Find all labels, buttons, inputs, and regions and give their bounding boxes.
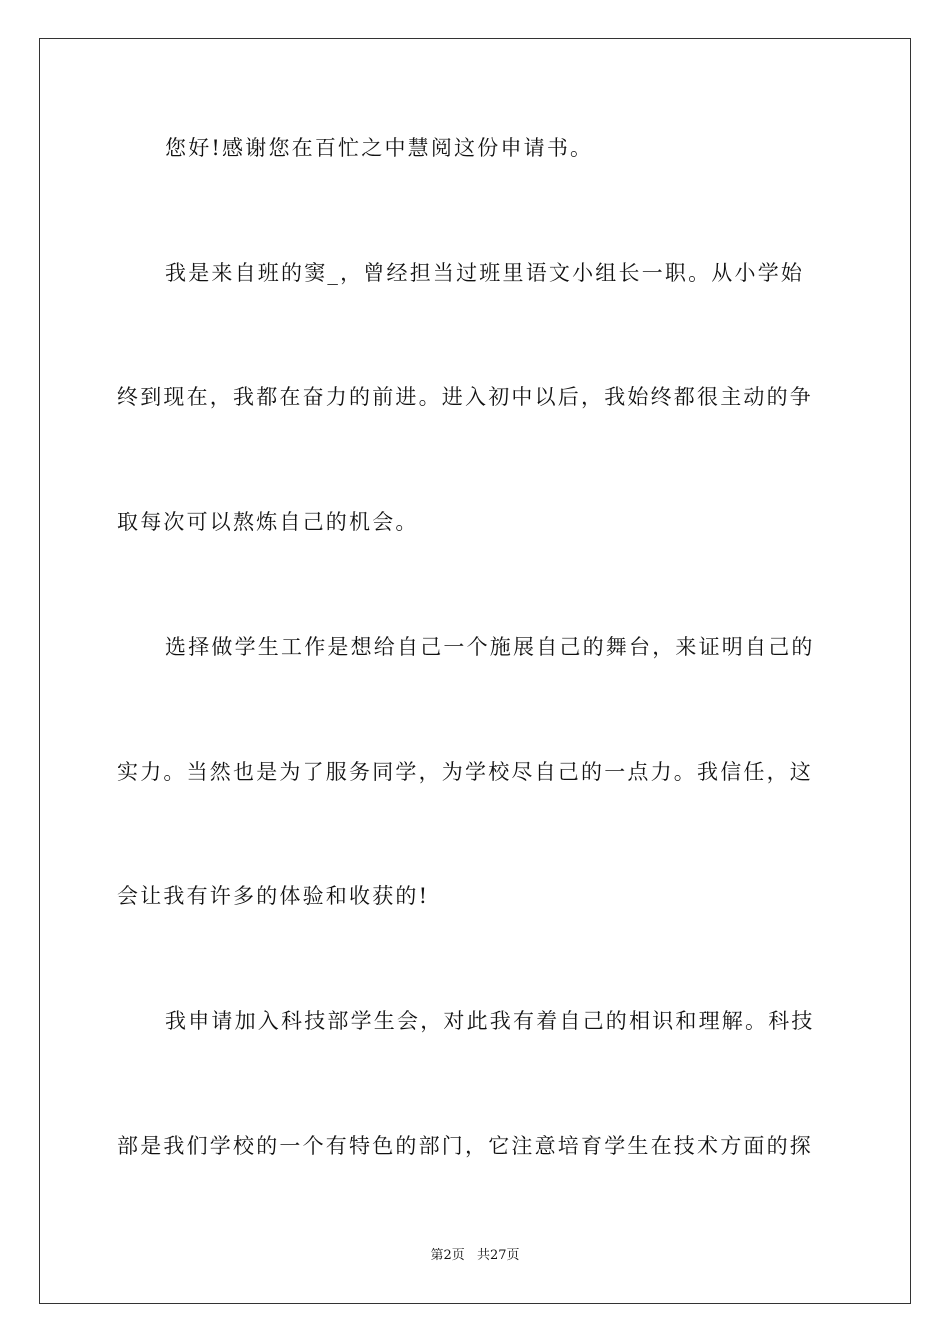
paragraph-line: 我是来自班的窦_，曾经担当过班里语文小组长一职。从小学始 xyxy=(165,261,805,285)
paragraph-line: 终到现在，我都在奋力的前进。进入初中以后，我始终都很主动的争 xyxy=(117,385,813,409)
paragraph-line: 实力。当然也是为了服务同学，为学校尽自己的一点力。我信任，这 xyxy=(117,760,813,784)
page-total: 共27页 xyxy=(476,1248,520,1263)
paragraph-line: 您好!感谢您在百忙之中慧阅这份申请书。 xyxy=(165,136,594,160)
paragraph-line: 取每次可以熬炼自己的机会。 xyxy=(117,510,419,534)
page-number: 第2页 xyxy=(430,1248,465,1263)
paragraph-line: 选择做学生工作是想给自己一个施展自己的舞台，来证明自己的 xyxy=(165,635,815,659)
paragraph-line: 会让我有许多的体验和收获的! xyxy=(117,884,430,908)
paragraph-line: 我申请加入科技部学生会，对此我有着自己的相识和理解。科技 xyxy=(165,1009,815,1033)
page-frame xyxy=(39,38,911,1304)
paragraph-line: 部是我们学校的一个有特色的部门，它注意培育学生在技术方面的探 xyxy=(117,1134,813,1158)
page-footer xyxy=(0,1247,950,1265)
